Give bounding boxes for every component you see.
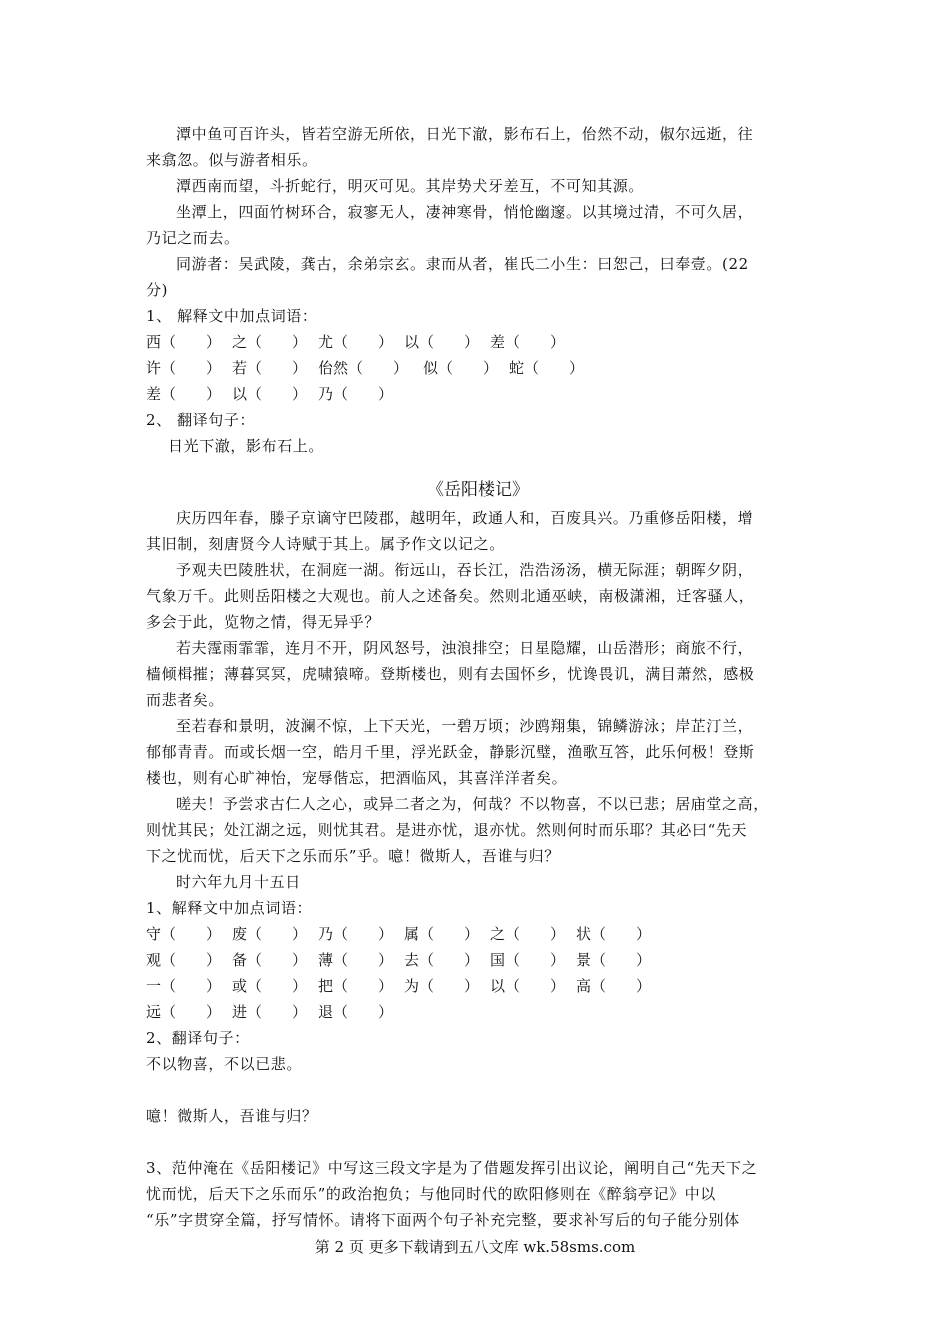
blank-row xyxy=(146,921,810,947)
blank-item: 乃（ ） xyxy=(318,385,394,403)
blank-row xyxy=(146,329,810,355)
passage2-line: 多会于此，览物之情，得无异乎？ xyxy=(146,613,381,631)
blank-item: 佁然（ ） xyxy=(318,359,409,377)
translate-sentence: 日光下澈，影布石上。 xyxy=(168,437,325,455)
passage2-line: 郁郁青青。而或长烟一空，皓月千里，浮光跃金，静影沉璧，渔歌互答，此乐何极！登斯 xyxy=(146,743,755,761)
blank-row xyxy=(146,355,810,381)
question-text: 忧而忧，后天下之乐而乐”的政治抱负；与他同时代的欧阳修则在《醉翁亭记》中以 xyxy=(146,1185,716,1203)
passage2-line: 楼也，则有心旷神怡，宠辱偕忘，把酒临风，其喜洋洋者矣。 xyxy=(146,769,568,787)
passage2-line: 若夫霪雨霏霏，连月不开，阴风怒号，浊浪排空；日星隐耀，山岳潜形；商旅不行， xyxy=(176,639,754,657)
passage2-line: 气象万千。此则岳阳楼之大观也。前人之述备矣。然则北通巫峡，南极潇湘，迁客骚人， xyxy=(146,587,755,605)
blank-item: 属（ ） xyxy=(404,925,480,943)
translate-sentence: 噫！微斯人，吾谁与归？ xyxy=(146,1107,318,1125)
blank-item: 远（ ） xyxy=(146,1003,222,1021)
blank-item: 似（ ） xyxy=(423,359,499,377)
blank-item: 许（ ） xyxy=(146,359,222,377)
blank-row xyxy=(146,381,810,407)
section-title: 《岳阳楼记》 xyxy=(427,480,529,500)
passage2-line: 嗟夫！予尝求古仁人之心，或异二者之为，何哉？不以物喜，不以已悲；居庙堂之高， xyxy=(176,795,769,813)
passage1-line: 同游者：吴武陵，龚古，余弟宗玄。隶而从者，崔氏二小生：曰恕己，曰奉壹。(22 xyxy=(176,255,749,273)
blank-item: 之（ ） xyxy=(232,333,308,351)
blank-item: 乃（ ） xyxy=(318,925,394,943)
blank-row xyxy=(146,973,810,999)
blank-item: 薄（ ） xyxy=(318,951,394,969)
blank-item: 废（ ） xyxy=(232,925,308,943)
passage2-line: 予观夫巴陵胜状，在洞庭一湖。衔远山，吞长江，浩浩汤汤，横无际涯；朝晖夕阴， xyxy=(176,561,754,579)
question-text: “乐”字贯穿全篇，抒写情怀。请将下面两个句子补充完整，要求补写后的句子能分别体 xyxy=(146,1211,740,1229)
question-heading: 1、 解释文中加点词语： xyxy=(146,307,318,325)
passage1-line: 来翕忽。似与游者相乐。 xyxy=(146,151,318,169)
passage2-line: 庆历四年春，滕子京谪守巴陵郡，越明年，政通人和，百废具兴。乃重修岳阳楼，增 xyxy=(176,509,754,527)
blank-item: 或（ ） xyxy=(232,977,308,995)
blank-item: 一（ ） xyxy=(146,977,222,995)
blank-item: 国（ ） xyxy=(490,951,566,969)
blank-item: 以（ ） xyxy=(490,977,566,995)
blank-item: 若（ ） xyxy=(232,359,308,377)
date-line: 时六年九月十五日 xyxy=(176,873,301,891)
passage2-line: 下之忧而忧，后天下之乐而乐”乎。噫！微斯人，吾谁与归？ xyxy=(146,847,560,865)
blank-item: 之（ ） xyxy=(490,925,566,943)
blank-item: 以（ ） xyxy=(232,385,308,403)
passage2-line: 其旧制，刻唐贤今人诗赋于其上。属予作文以记之。 xyxy=(146,535,505,553)
question-heading: 2、 翻译句子： xyxy=(146,411,256,429)
blank-item: 西（ ） xyxy=(146,333,222,351)
question-heading: 2、翻译句子： xyxy=(146,1029,250,1047)
passage1-line: 分) xyxy=(146,281,169,299)
passage1-line: 潭西南而望，斗折蛇行，明灭可见。其岸势犬牙差互，不可知其源。 xyxy=(176,177,645,195)
blank-item: 景（ ） xyxy=(576,951,652,969)
document-page xyxy=(146,121,810,1233)
passage1-line: 潭中鱼可百许头，皆若空游无所依，日光下澈，影布石上，佁然不动，俶尔远逝，往 xyxy=(176,125,754,143)
blank-row xyxy=(146,947,810,973)
blank-item: 去（ ） xyxy=(404,951,480,969)
passage2-line: 至若春和景明，波澜不惊，上下天光，一碧万顷；沙鸥翔集，锦鳞游泳；岸芷汀兰， xyxy=(176,717,754,735)
blank-item: 观（ ） xyxy=(146,951,222,969)
question-heading: 1、解释文中加点词语： xyxy=(146,899,313,917)
blank-item: 差（ ） xyxy=(146,385,222,403)
blank-item: 守（ ） xyxy=(146,925,222,943)
blank-item: 差（ ） xyxy=(490,333,566,351)
question-text: 3、范仲淹在《岳阳楼记》中写这三段文字是为了借题发挥引出议论，阐明自己“先天下之 xyxy=(146,1159,758,1177)
blank-item: 高（ ） xyxy=(576,977,652,995)
blank-item: 备（ ） xyxy=(232,951,308,969)
blank-item: 退（ ） xyxy=(318,1003,394,1021)
passage1-line: 乃记之而去。 xyxy=(146,229,240,247)
blank-item: 为（ ） xyxy=(404,977,480,995)
passage2-line: 则忧其民；处江湖之远，则忧其君。是进亦忧，退亦忧。然则何时而乐耶？其必曰“先天 xyxy=(146,821,748,839)
blank-item: 蛇（ ） xyxy=(509,359,585,377)
passage2-line: 而悲者矣。 xyxy=(146,691,225,709)
page-footer: 第 2 页 更多下载请到五八文库 wk.58sms.com xyxy=(314,1238,636,1256)
blank-row xyxy=(146,999,810,1025)
translate-sentence: 不以物喜，不以已悲。 xyxy=(146,1055,303,1073)
blank-item: 尤（ ） xyxy=(318,333,394,351)
blank-item: 状（ ） xyxy=(576,925,652,943)
blank-item: 以（ ） xyxy=(404,333,480,351)
passage1-line: 坐潭上，四面竹树环合，寂寥无人，凄神寒骨，悄怆幽邃。以其境过清，不可久居， xyxy=(176,203,754,221)
blank-item: 进（ ） xyxy=(232,1003,308,1021)
passage2-line: 樯倾楫摧；薄暮冥冥，虎啸猿啼。登斯楼也，则有去国怀乡，忧谗畏讥，满目萧然，感极 xyxy=(146,665,755,683)
blank-item: 把（ ） xyxy=(318,977,394,995)
